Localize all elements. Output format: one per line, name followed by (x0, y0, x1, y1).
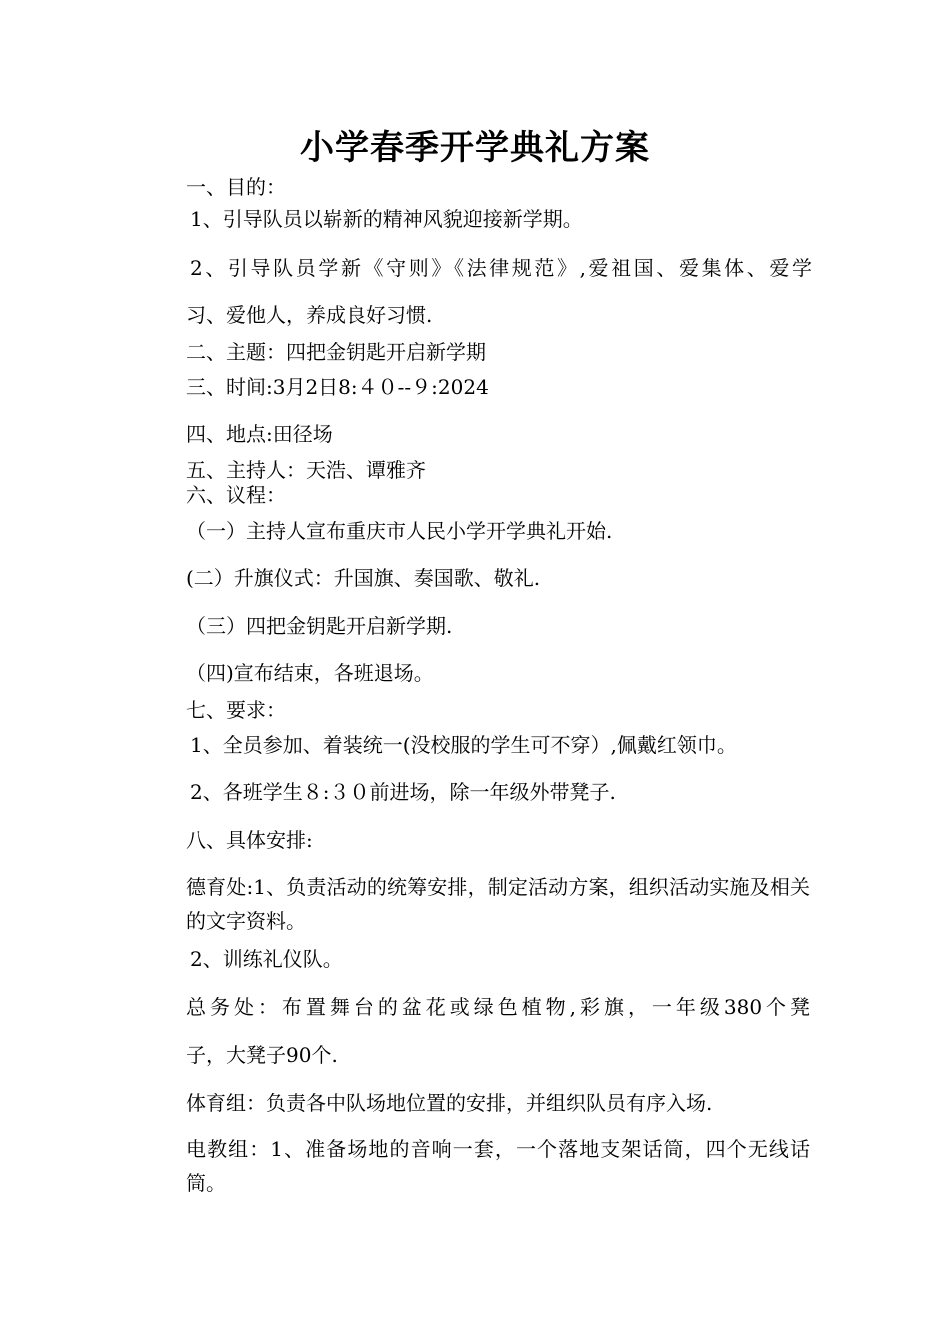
document-title: 小学春季开学典礼方案 (300, 128, 650, 168)
agenda-item-4: （四)宣布结束，各班退场。 (186, 661, 434, 685)
purpose-item-1: 1、引导队员以崭新的精神风貌迎接新学期。 (190, 207, 583, 231)
agenda-item-2: (二）升旗仪式：升国旗、奏国歌、敬礼. (186, 566, 541, 590)
section-host: 五、主持人：天浩、谭雅齐 (186, 458, 426, 482)
section-arrangement-heading: 八、具体安排: (186, 828, 313, 852)
arrangement-general-affairs: 总务处：布置舞台的盆花或绿色植物,彩旗，一年级380个凳 (186, 995, 810, 1019)
section-location: 四、地点:田径场 (186, 422, 333, 446)
arrangement-av-group: 电教组：1、准备场地的音响一套，一个落地支架话筒，四个无线话筒。 (186, 1137, 810, 1195)
section-agenda-heading: 六、议程： (186, 483, 286, 507)
arrangement-moral-office: 德育处:1、负责活动的统筹安排，制定活动方案，组织活动实施及相关的文字资料。 (186, 875, 810, 933)
arrangement-pe-group: 体育组：负责各中队场地位置的安排，并组织队员有序入场. (186, 1091, 713, 1115)
section-purpose-heading: 一、目的： (186, 175, 286, 199)
requirement-item-2: 2、各班学生８:３０前进场，除一年级外带凳子. (190, 780, 616, 804)
section-requirements-heading: 七、要求： (186, 698, 286, 722)
purpose-item-2-continued: 习、爱他人，养成良好习惯. (186, 303, 433, 327)
agenda-item-1: （一）主持人宣布重庆市人民小学开学典礼开始. (186, 519, 613, 543)
purpose-item-2: 2、引导队员学新《守则》《法律规范》,爱祖国、爱集体、爱学 (190, 256, 812, 280)
agenda-item-3: （三）四把金钥匙开启新学期. (186, 614, 453, 638)
section-theme: 二、主题：四把金钥匙开启新学期 (186, 340, 486, 364)
arrangement-moral-office-item-2: 2、训练礼仪队。 (190, 947, 343, 971)
section-time: 三、时间:3月2日8:４０--９:2024 (186, 375, 489, 399)
arrangement-general-affairs-continued: 子，大凳子90个. (186, 1043, 338, 1067)
requirement-item-1: 1、全员参加、着装统一(没校服的学生可不穿）,佩戴红领巾。 (190, 733, 737, 757)
